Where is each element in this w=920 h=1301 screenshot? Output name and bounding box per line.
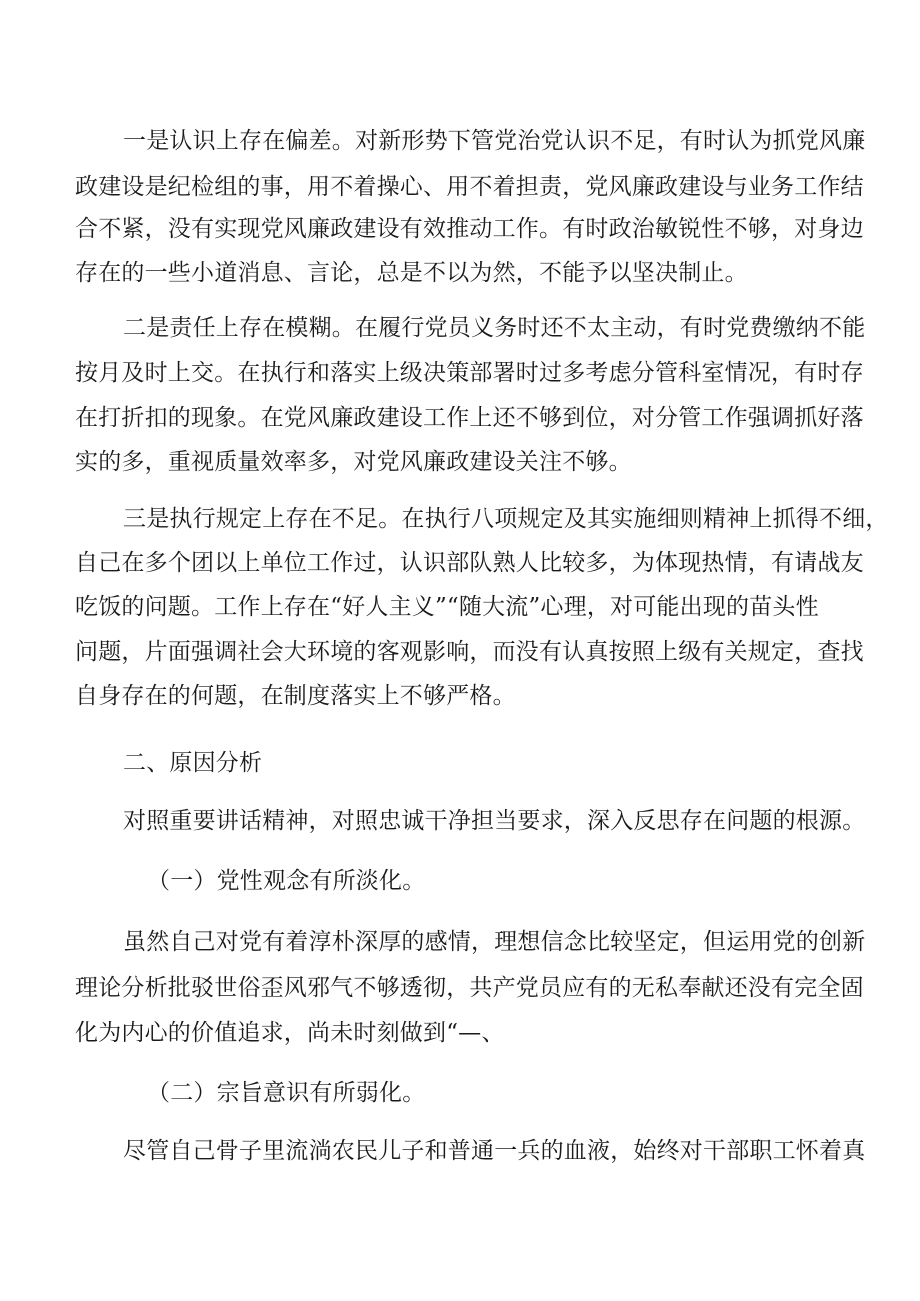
paragraph-4-line-2: 理论分析批驳世俗歪风邪气不够透彻，共产党员应有的无私奉献还没有完全固 [75, 975, 864, 1001]
section-heading: 二、原因分析 [123, 750, 263, 776]
paragraph-5-line-1: 尽管自己骨子里流淌农民儿子和普通一兵的血液，始终对干部职工怀着真 [123, 1138, 866, 1164]
paragraph-3-line-2: 自己在多个团以上单位工作过，认识部队熟人比较多，为体现热情，有请战友 [75, 550, 864, 576]
paragraph-2-line-3: 在打折扣的现象。在党风廉政建设工作上还不够到位，对分管工作强调抓好落 [75, 405, 864, 431]
paragraph-2-line-1: 二是责任上存在模糊。在履行党员义务时还不太主动，有时党费缴纳不能 [123, 315, 866, 341]
paragraph-3-line-5: 自身存在的何题，在制度落实上不够严格。 [75, 683, 516, 709]
paragraph-2-line-2: 按月及时上交。在执行和落实上级决策部署时过多考虑分管科室情况，有时存 [75, 360, 864, 386]
paragraph-2-line-4: 实的多，重视质量效率多，对党风廉政建设关注不够。 [75, 449, 632, 475]
subheading-2: （二）宗旨意识有所弱化。 [147, 1080, 426, 1106]
paragraph-1-line-1: 一是认识上存在偏差。对新形势下管党治党认识不足，有时认为抓党风廉 [123, 128, 866, 154]
paragraph-3-line-1: 三是执行规定上存在不足。在执行八项规定及其实施细则精神上抓得不细， [123, 506, 889, 532]
intro-line: 对照重要讲话精神，对照忠诚干净担当要求，深入反思存在问题的根源。 [123, 808, 866, 834]
paragraph-1-line-3: 合不紧，没有实现党风廉政建设有效推动工作。有时政治敏锐性不够，对身边 [75, 216, 864, 242]
paragraph-4-line-3: 化为内心的价值追求，尚未时刻做到“—、 [75, 1020, 505, 1046]
paragraph-3-line-4: 问题，片面强调社会大环境的客观影响，而没有认真按照上级有关规定，查找 [75, 639, 864, 665]
paragraph-1-line-2: 政建设是纪检组的事，用不着操心、用不着担责，党风廉政建设与业务工作结 [75, 174, 864, 200]
paragraph-1-line-4: 存在的一些小道消息、言论，总是不以为然，不能予以坚决制止。 [75, 260, 748, 286]
paragraph-3-line-3: 吃饭的问题。工作上存在“好人主义”“随大流”心理，对可能出现的苗头性 [75, 594, 819, 620]
paragraph-4-line-1: 虽然自己对党有着淳朴深厚的感情，理想信念比较坚定，但运用党的创新 [123, 929, 866, 955]
subheading-1: （一）党性观念有所淡化。 [147, 868, 426, 894]
